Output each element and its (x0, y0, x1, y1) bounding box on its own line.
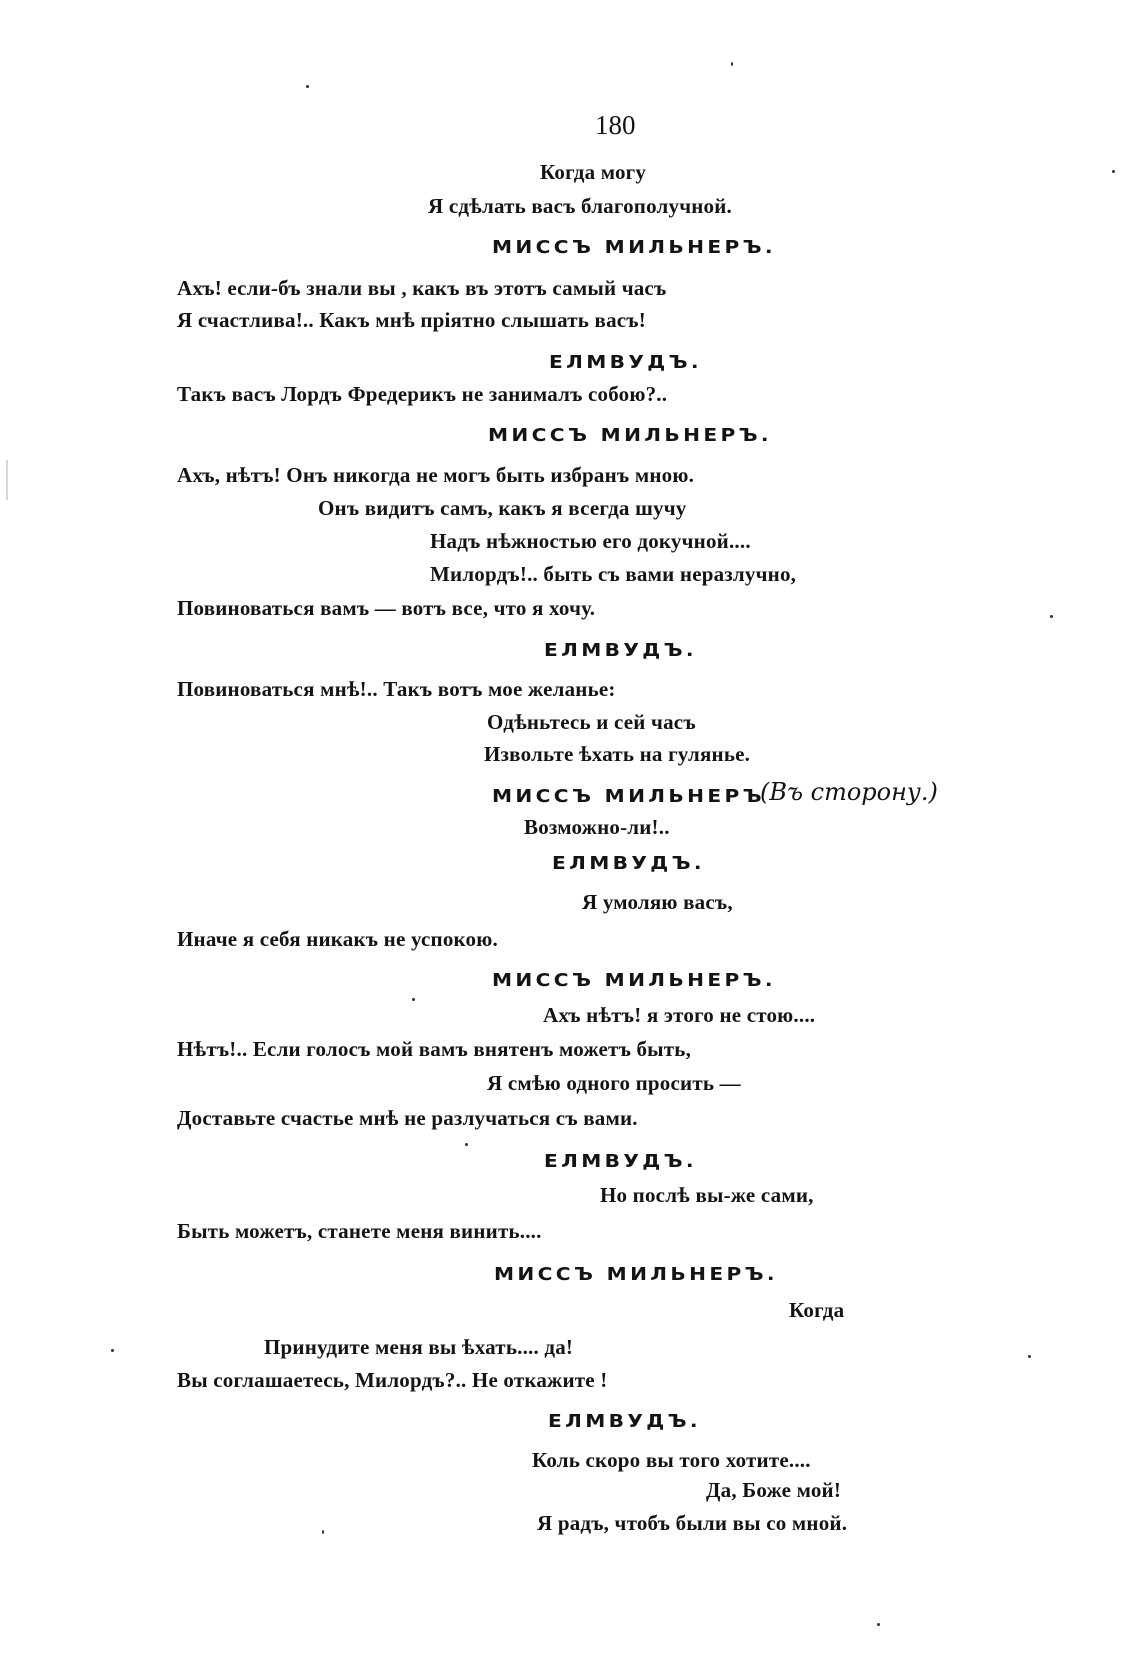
scan-speck (465, 1143, 468, 1146)
speaker-name: ЕЛМВУДЪ. (552, 853, 705, 874)
verse-line: Извольте ѣхать на гулянье. (484, 742, 751, 766)
verse-line: Я смѣю одного просить — (487, 1071, 741, 1095)
verse-line: Я умоляю васъ, (582, 890, 733, 914)
scan-speck (877, 1623, 880, 1626)
verse-line: Ахъ! если-бъ знали вы , какъ въ этотъ самый часъ (177, 276, 667, 300)
verse-line: Иначе я себя никакъ не успокою. (177, 927, 498, 951)
verse-line: Но послѣ вы-же сами, (600, 1183, 814, 1207)
speaker-name: МИССЪ МИЛЬНЕРЪ. (494, 1264, 778, 1285)
scan-speck (322, 1530, 324, 1534)
speaker-name: ЕЛМВУДЪ. (544, 1151, 697, 1172)
verse-line: Доставьте счастье мнѣ не разлучаться съ вами. (177, 1106, 638, 1130)
verse-line: Милордъ!.. быть съ вами неразлучно, (430, 562, 797, 586)
speaker-name: МИССЪ МИЛЬНЕРЪ. (492, 970, 776, 991)
speaker-name: МИССЪ МИЛЬНЕРЪ. (492, 237, 776, 258)
speaker-name: ЕЛМВУДЪ. (549, 352, 702, 373)
stage-direction: (Въ сторону.) (760, 778, 938, 806)
verse-line: Ахъ нѣтъ! я этого не стою.... (543, 1003, 816, 1027)
speaker-name: ЕЛМВУДЪ. (548, 1411, 701, 1432)
page-number: 180 (595, 110, 636, 140)
verse-line: Нѣтъ!.. Если голосъ мой вамъ внятенъ можетъ быть, (177, 1037, 692, 1061)
scan-speck (1112, 170, 1115, 173)
page-edge (6, 460, 8, 500)
verse-line: Вы соглашаетесь, Милордъ?.. Не откажите ! (177, 1368, 608, 1392)
speaker-name: МИССЪ МИЛЬНЕРЪ. (488, 425, 772, 446)
verse-line: Повиноваться мнѣ!.. Такъ вотъ мое желанье: (177, 677, 616, 701)
speaker-name: ЕЛМВУДЪ. (544, 640, 697, 661)
verse-line: Надъ нѣжностью его докучной.... (430, 529, 751, 553)
scan-speck (1028, 1355, 1031, 1358)
verse-line: Возможно-ли!.. (524, 815, 670, 839)
verse-line: Коль скоро вы того хотите.... (532, 1448, 811, 1472)
scan-speck (412, 998, 415, 1001)
verse-line: Когда могу (540, 160, 647, 184)
verse-line: Я счастлива!.. Какъ мнѣ пріятно слышать васъ! (177, 308, 646, 332)
speaker-name: МИССЪ МИЛЬНЕРЪ (492, 786, 765, 807)
verse-line: Быть можетъ, станете меня винить.... (177, 1219, 542, 1243)
verse-line: Я радъ, чтобъ были вы со мной. (537, 1511, 848, 1535)
scan-speck (731, 62, 733, 66)
scan-speck (1050, 615, 1053, 618)
scan-speck (306, 85, 309, 88)
verse-line: Когда (789, 1298, 845, 1322)
verse-line: Принудите меня вы ѣхать.... да! (264, 1335, 574, 1359)
verse-line: Ахъ, нѣтъ! Онъ никогда не могъ быть избранъ мною. (177, 463, 695, 487)
scan-speck (111, 1349, 114, 1352)
verse-line: Такъ васъ Лордъ Фредерикъ не занималъ собою?.. (177, 382, 668, 406)
verse-line: Я сдѣлать васъ благополучной. (428, 194, 732, 218)
verse-line: Онъ видитъ самъ, какъ я всегда шучу (318, 496, 687, 520)
verse-line: Одѣньтесь и сей часъ (487, 710, 696, 734)
verse-line: Повиноваться вамъ — вотъ все, что я хочу. (177, 596, 596, 620)
verse-line: Да, Боже мой! (706, 1478, 842, 1502)
